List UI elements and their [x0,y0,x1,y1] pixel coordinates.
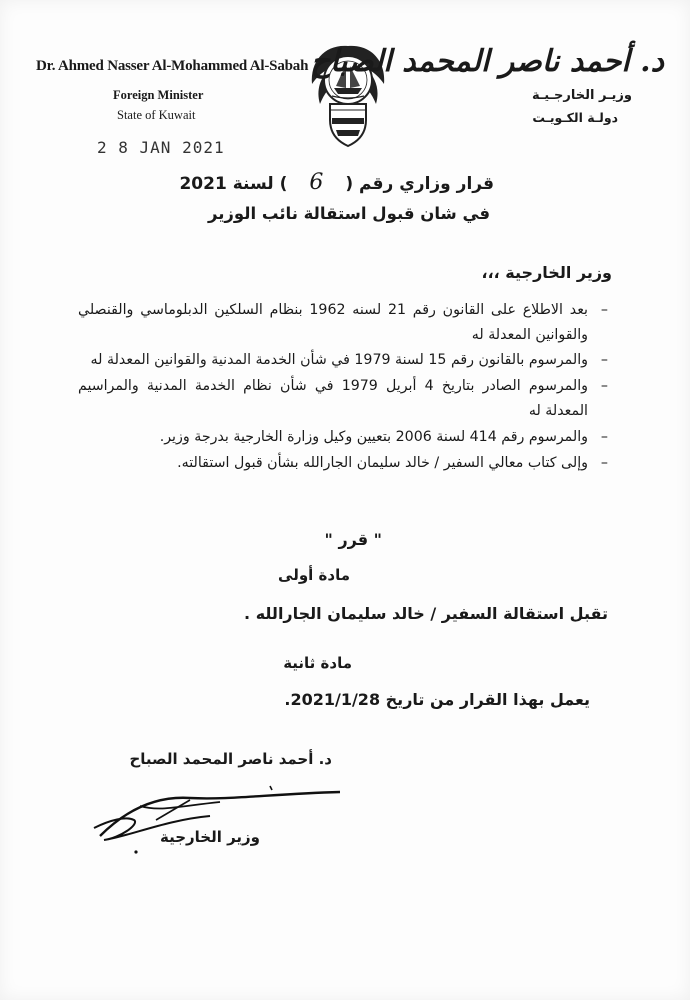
clause-text: والمرسوم بالقانون رقم 15 لسنة 1979 في شأن الخدمة المدنية والقوانين المعدلة له [90,352,588,368]
clause-item [78,298,608,348]
clause-text: والمرسوم الصادر بتاريخ 4 أبريل 1979 في شأن نظام الخدمة المدنية والمراسيم المعدلة له [78,378,589,419]
decided-heading: " قرر " [324,530,382,549]
decision-prefix: قرار وزاري رقم ( [345,174,494,194]
article-1-text: تقبل استقالة السفير / خالد سليمان الجارالله . [244,604,608,623]
date-stamp: 2 8 JAN 2021 [97,138,225,157]
clause-dash: – [600,455,608,471]
clause-item [78,374,608,424]
clause-item [78,425,608,450]
article-2-text: يعمل بهذا القرار من تاريخ 2021/1/28. [284,690,590,709]
article-2-title: مادة ثانية [283,654,352,672]
english-state-name: State of Kuwait [117,108,196,122]
clause-text: وإلى كتاب معالي السفير / خالد سليمان الجارالله بشأن قبول استقالته. [177,455,588,471]
arabic-minister-role: وزيـر الخارجـيـة [531,88,632,103]
signer-role: وزير الخارجية [159,828,260,846]
clause-item [78,348,608,373]
decision-suffix: ) لسنة 2021 [179,174,288,194]
signer-name: د. أحمد ناصر المحمد الصباح [129,750,332,768]
clause-dash: – [600,429,608,445]
english-minister-role: Foreign Minister [113,88,204,102]
clause-dash: – [600,378,608,394]
clause-item [78,451,608,476]
arabic-state-name: دولـة الكـويـت [532,110,618,125]
handwritten-signature-icon [70,776,350,866]
clause-text: والمرسوم رقم 414 لسنة 2006 بتعيين وكيل وزارة الخارجية بدرجة وزير. [159,429,588,445]
preamble-clauses [78,298,608,477]
clause-text: بعد الاطلاع على القانون رقم 21 لسنه 1962 بنظام السلكين الدبلوماسي والقنصلي والقوانين المعدلة له [78,302,588,343]
clause-dash: – [600,302,608,318]
decision-number: 6 [309,170,324,195]
article-1-title: مادة أولى [278,566,350,584]
decision-title [179,170,494,195]
arabic-minister-name-signature: د. أحمد ناصر المحمد الصباح [310,44,664,79]
english-minister-name: Dr. Ahmed Nasser Al-Mohammed Al-Sabah [36,58,309,74]
clause-dash: – [600,352,608,368]
decision-subject: في شان قبول استقالة نائب الوزير [207,204,490,223]
addressee: وزير الخارجية ،،، [481,263,612,282]
